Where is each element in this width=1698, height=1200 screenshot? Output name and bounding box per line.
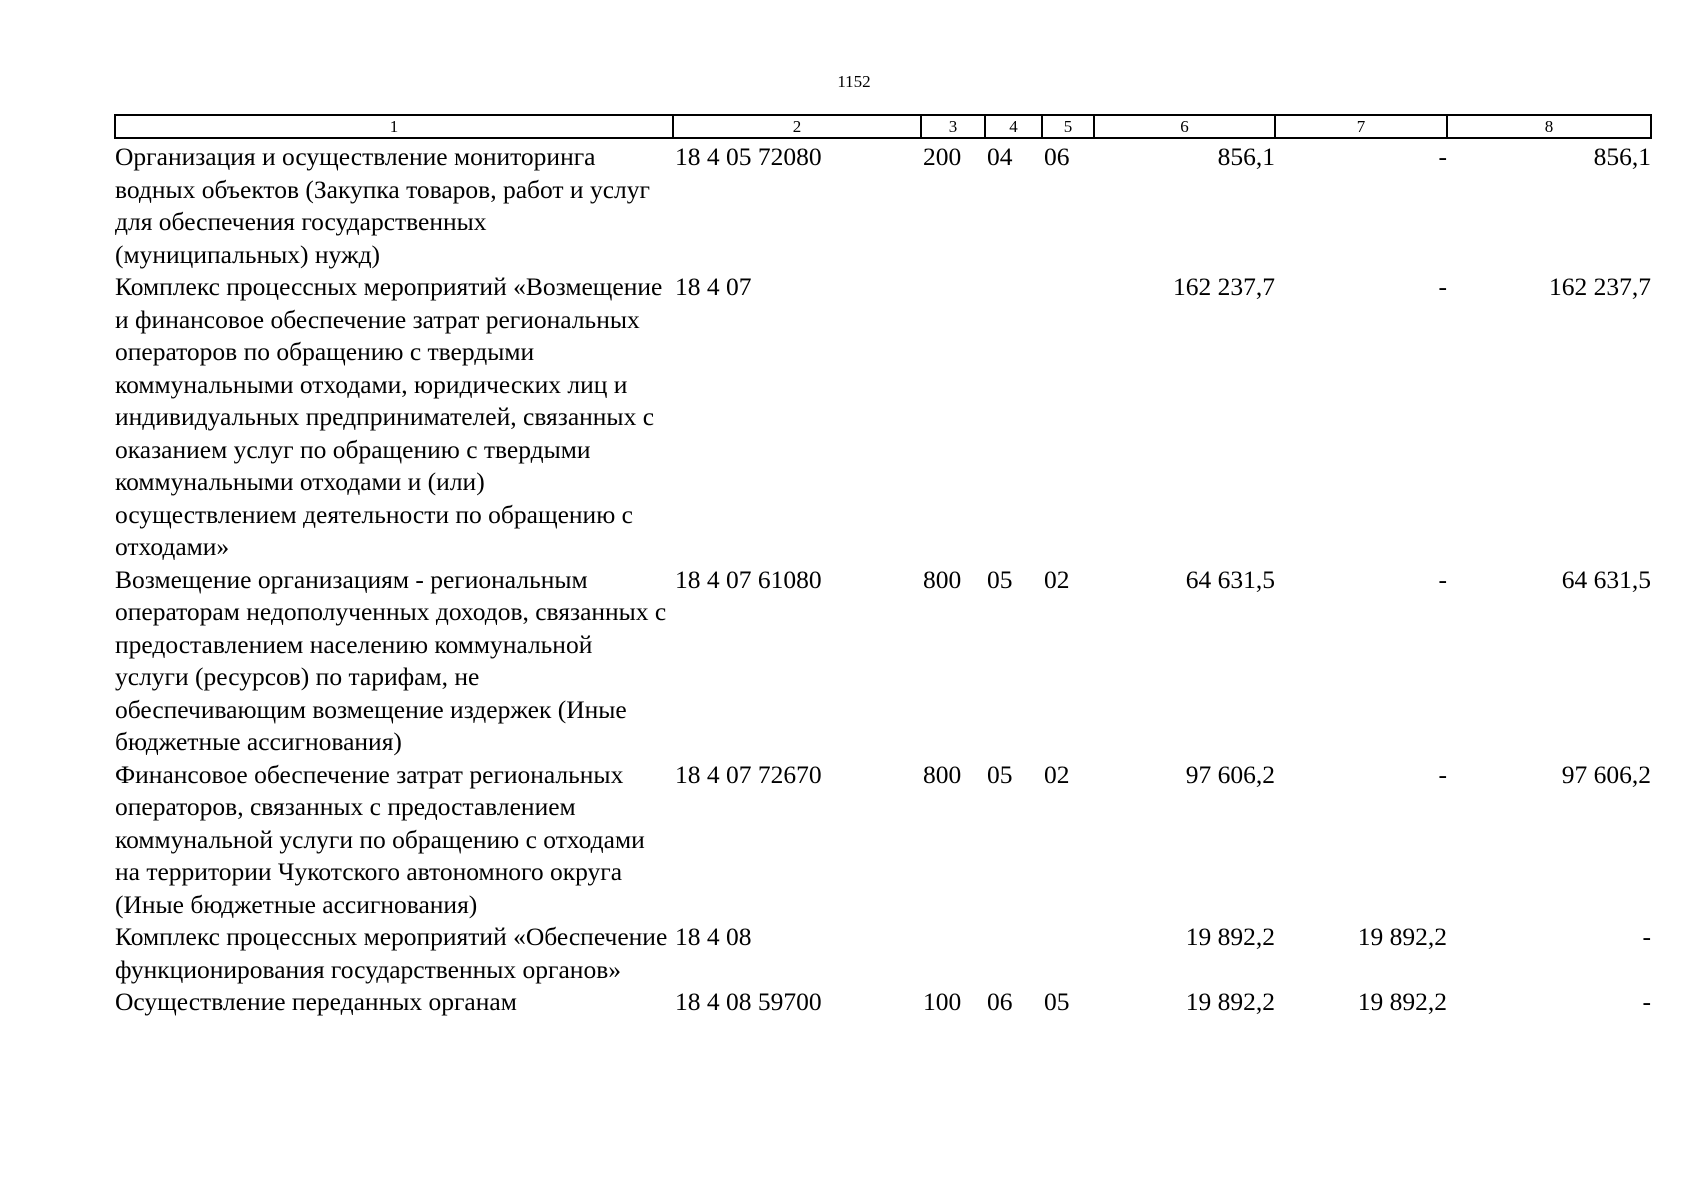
row-total: 19 892,2	[1185, 987, 1275, 1016]
row-expense-type: 800	[923, 759, 962, 789]
row-expense-type: 100	[923, 987, 962, 1016]
table-row	[115, 759, 1651, 922]
row-total: 64 631,5	[1185, 564, 1275, 594]
row-col7: 19 892,2	[1357, 987, 1447, 1016]
row-total: 97 606,2	[1185, 759, 1275, 789]
row-col8: 64 631,5	[1561, 564, 1651, 594]
row-name: Финансовое обеспечение затрат региональных операторов, связанных с предоставлением коммунальной услуги по обращению с отходами на территории Чукотского автономного округа (Иные бюджетные ассигнования)	[115, 759, 645, 919]
row-name: Комплекс процессных мероприятий «Возмещение и финансовое обеспечение затрат региональных операторов по обращению с твердыми коммунальными отходами, юридических лиц и индивидуальных предпринимателей, связанных с оказанием услуг по обращению с твердыми коммунальными отходами и (или) осуществлением деятельности по обращению с отходами»	[115, 272, 663, 561]
budget-table	[114, 114, 1652, 1019]
row-expense-type: 800	[923, 564, 962, 594]
row-subsection	[1042, 921, 1094, 986]
header-col-1: 1	[115, 115, 673, 138]
row-col7: -	[1438, 759, 1447, 789]
row-col7: -	[1438, 272, 1447, 301]
page-number: 1152	[837, 72, 871, 91]
row-expense-type: 200	[923, 142, 962, 171]
row-subsection: 02	[1044, 759, 1070, 789]
row-subsection	[1042, 271, 1094, 564]
row-name: Возмещение организациям - региональным операторам недополученных доходов, связанных с предоставлением населению коммунальной услуги (ресурсов) по тарифам, не обеспечивающим возмещение издержек (Иные бюджетные ассигнования)	[115, 564, 667, 756]
row-code: 18 4 08 59700	[675, 987, 822, 1016]
row-col8: -	[1642, 987, 1651, 1016]
row-section	[985, 271, 1042, 564]
row-subsection: 06	[1044, 142, 1070, 171]
table-row	[115, 564, 1651, 759]
header-col-4: 4	[985, 115, 1042, 138]
row-col7: 19 892,2	[1357, 922, 1447, 951]
row-subsection: 02	[1044, 564, 1070, 594]
table-row	[115, 271, 1651, 564]
row-code: 18 4 08	[675, 922, 752, 951]
row-section	[985, 921, 1042, 986]
row-name: Комплекс процессных мероприятий «Обеспечение функционирования государственных органов»	[115, 922, 668, 984]
row-col8: 856,1	[1593, 142, 1651, 171]
row-col7: -	[1438, 142, 1447, 171]
row-code: 18 4 05 72080	[675, 142, 822, 171]
row-code: 18 4 07 72670	[675, 759, 822, 789]
row-section: 05	[987, 759, 1013, 789]
row-col8: 97 606,2	[1561, 759, 1651, 789]
row-section: 05	[987, 564, 1013, 594]
row-col7: -	[1438, 564, 1447, 594]
row-expense-type	[921, 921, 985, 986]
row-code: 18 4 07	[675, 272, 752, 301]
row-section: 04	[987, 142, 1013, 171]
header-col-6: 6	[1094, 115, 1275, 138]
table-header-row	[115, 115, 1651, 138]
row-total: 162 237,7	[1173, 272, 1275, 301]
header-col-3: 3	[921, 115, 985, 138]
row-subsection: 05	[1044, 987, 1070, 1016]
header-col-7: 7	[1275, 115, 1447, 138]
header-col-5: 5	[1042, 115, 1094, 138]
row-expense-type	[921, 271, 985, 564]
table-row	[115, 138, 1651, 271]
table-row	[115, 921, 1651, 986]
row-code: 18 4 07 61080	[675, 564, 822, 594]
header-col-8: 8	[1447, 115, 1651, 138]
row-col8: -	[1642, 922, 1651, 951]
row-name: Организация и осуществление мониторинга водных объектов (Закупка товаров, работ и услуг для обеспечения государственных (муниципальных) нужд)	[115, 142, 650, 269]
row-total: 856,1	[1217, 142, 1275, 171]
row-col8: 162 237,7	[1549, 272, 1651, 301]
row-section: 06	[987, 987, 1013, 1016]
header-col-2: 2	[673, 115, 921, 138]
row-total: 19 892,2	[1185, 922, 1275, 951]
row-name: Осуществление переданных органам	[115, 987, 517, 1016]
table-row	[115, 986, 1651, 1019]
